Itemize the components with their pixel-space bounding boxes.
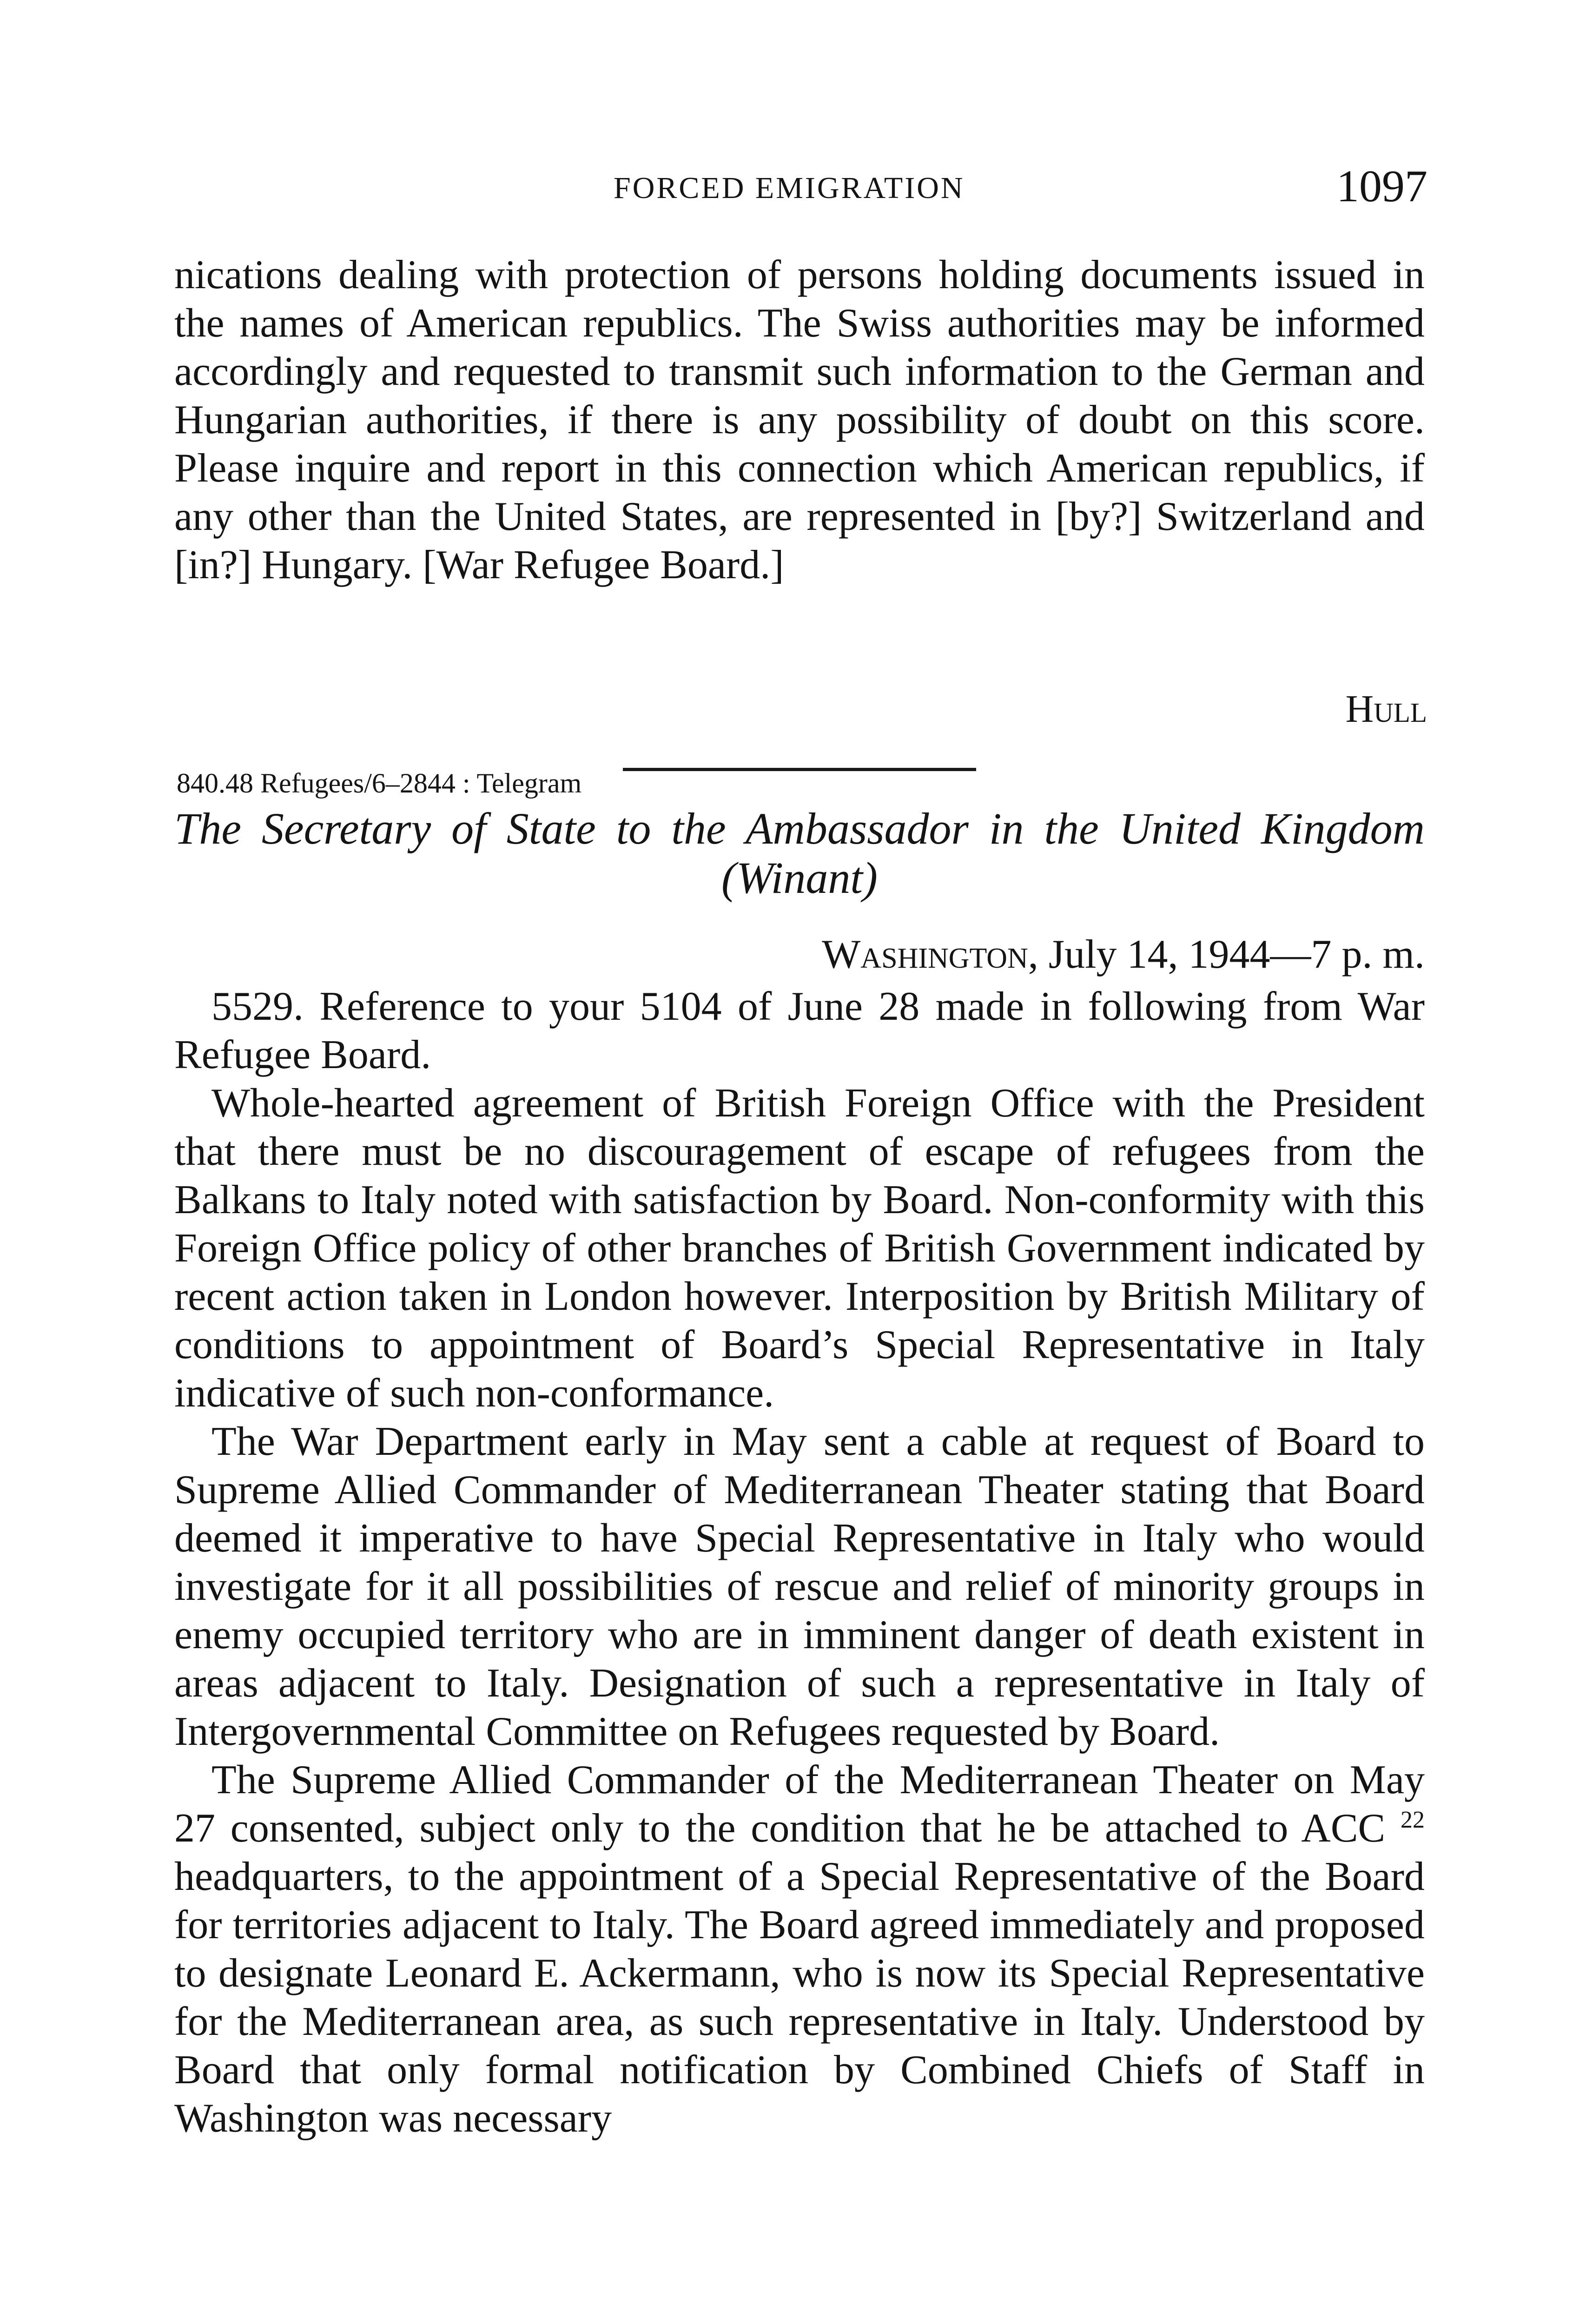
body-paragraph: The War Department early in May sent a cable at request of Board to Supreme Allied Commander of Mediterranean Theater stating that Board deemed it imperative to have Special Representative in Italy who would investigate for it all possibilities of rescue and relief of minority groups in enemy occupied territory who are in imminent danger of death existent in areas adjacent to Italy. Designation of such a representative in Italy of Intergovernmental Committee on Refugees requested by Board. — [174, 1419, 1425, 1754]
section-divider — [623, 768, 976, 771]
carryover-text — [174, 251, 1425, 589]
running-head: FORCED EMIGRATION — [614, 171, 965, 205]
document-title-recipient: (Winant) — [721, 853, 878, 903]
page-number: 1097 — [1336, 161, 1427, 211]
dateline-date: July 14, 1944—7 p. m. — [1038, 932, 1425, 977]
body-paragraph: 5529. Reference to your 5104 of June 28 made in following from War Refugee Board. — [174, 984, 1425, 1077]
footnote-reference: 22 — [1401, 1807, 1425, 1833]
dateline — [744, 934, 1425, 975]
signature: Hull — [1345, 687, 1427, 731]
last-paragraph-end: headquarters, to the appointment of a Special Representative of the Board for territories adjacent to Italy. The Board agreed immediately and proposed to designate Leonard E. Ackermann, who is now its Special Representative for the Mediterranean area, as such representative in Italy. Understood by Board that only formal notification by Combined Chiefs of Staff in Washington was necessary — [174, 1854, 1425, 2141]
last-paragraph-start: The Supreme Allied Commander of the Mediterranean Theater on May 27 consented, subject only to the condition that he be attached to ACC — [174, 1757, 1425, 1851]
file-reference: 840.48 Refugees/6–2844 : Telegram — [177, 768, 582, 799]
dateline-place: Washington, — [822, 932, 1038, 977]
body-paragraph: Whole-hearted agreement of British Foreign Office with the President that there must be no discouragement of escape of refugees from the Balkans to Italy noted with satisfaction by Board. Non-conformity with this Foreign Office policy of other branches of British Government indicated by recent action taken in London however. Interposition by British Military of conditions to appointment of Board’s Special Representative in Italy indicative of such non-conformance. — [174, 1081, 1425, 1416]
telegram-body — [174, 983, 1425, 2143]
body-paragraph-last — [174, 1756, 1425, 2143]
carryover-paragraph: nications dealing with protection of persons holding documents issued in the names of American republics. The Swiss authorities may be informed accordingly and requested to transmit such information to the German and Hungarian authorities, if there is any possibility of doubt on this score. Please inquire and report in this connection which American republics, if any other than the United States, are represented in [by?] Switzerland and [in?] Hungary. [War Refugee Board.] — [174, 252, 1425, 588]
document-title: The Secretary of State to the Ambassador in the United Kingdom — [174, 804, 1425, 853]
